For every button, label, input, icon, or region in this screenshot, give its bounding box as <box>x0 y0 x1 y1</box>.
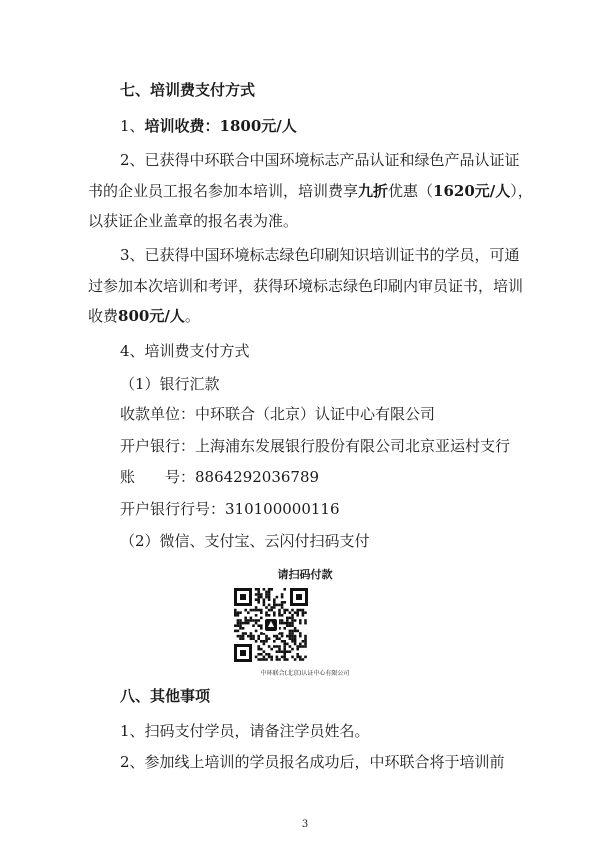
section8-item2: 2、参加线上培训的学员报名成功后，中环联合将于培训前 <box>120 753 505 771</box>
qr-title: 请扫码付款 <box>277 568 333 581</box>
item3-text-a: 收费 <box>88 307 119 325</box>
qr-code-icon <box>232 586 310 664</box>
section7-item4: 4、培训费支付方式 <box>120 342 250 360</box>
item3-text-b: 。 <box>184 307 200 325</box>
qr-caption: 中环联合(北京)认证中心有限公司 <box>260 670 350 677</box>
section7-item3-line3 <box>88 306 200 326</box>
item1-fee: 培训收费：1800元/人 <box>144 117 297 135</box>
account-line: 账 号：8864292036789 <box>120 468 320 486</box>
qr-payment-heading: （2）微信、支付宝、云闪付扫码支付 <box>120 532 370 550</box>
page-number: 3 <box>301 819 309 830</box>
bank-code-line: 开户银行行号：310100000116 <box>120 500 340 518</box>
item2-discount-fee: 1620元/人 <box>433 182 511 200</box>
item2-text-b: 优惠（ <box>388 182 434 200</box>
section7-item1 <box>120 116 297 136</box>
payee-line: 收款单位：中环联合（北京）认证中心有限公司 <box>120 405 436 423</box>
section8-heading: 八、其他事项 <box>120 687 211 705</box>
item2-text-c: ）， <box>510 182 533 200</box>
section7-heading: 七、培训费支付方式 <box>120 81 256 99</box>
section7-item2-line1: 2、已获得中环联合中国环境标志产品认证和绿色产品认证证 <box>120 151 520 169</box>
section7-item3-line1: 3、已获得中国环境标志绿色印刷知识培训证书的学员，可通 <box>120 246 520 264</box>
section7-item2-line3: 以获证企业盖章的报名表为准。 <box>88 212 299 230</box>
item2-text-a: 书的企业员工报名参加本培训，培训费享 <box>88 182 359 200</box>
section7-item3-line2: 过参加本次培训和考评，获得环境标志绿色印刷内审员证书，培训 <box>88 277 524 295</box>
item2-discount: 九折 <box>358 182 389 200</box>
item3-fee: 800元/人 <box>118 307 185 325</box>
section8-item1: 1、扫码支付学员，请备注学员姓名。 <box>120 722 370 740</box>
section7-item2-line2 <box>88 181 533 201</box>
bank-transfer-heading: （1）银行汇款 <box>120 375 220 393</box>
bank-line: 开户银行：上海浦东发展银行股份有限公司北京亚运村支行 <box>120 437 511 455</box>
item1-prefix: 1、 <box>120 117 145 135</box>
